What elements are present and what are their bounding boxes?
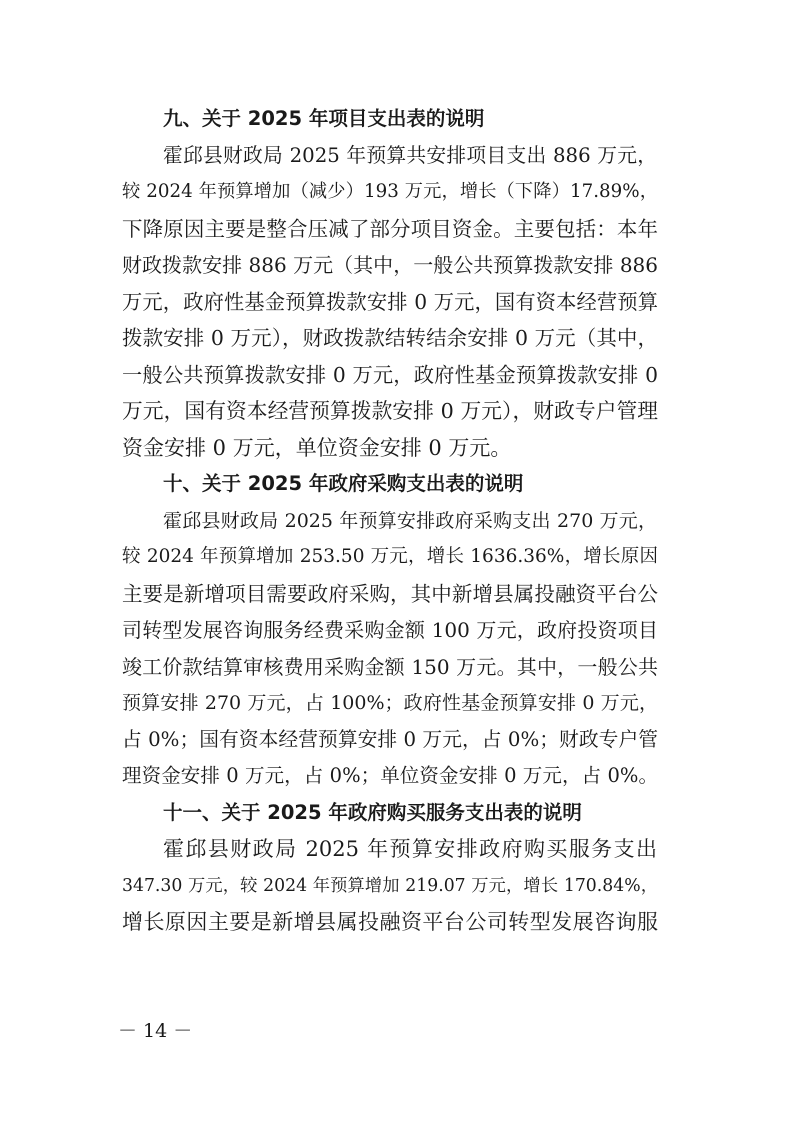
paragraph-line: 主要是新增项目需要政府采购，其中新增县属投融资平台公 [122,581,658,606]
paragraph-line: 理资金安排 0 万元，占 0%；单位资金安排 0 万元，占 0%。 [122,764,658,787]
paragraph-line: 万元，国有资本经营预算拨款安排 0 万元），财政专户管理 [122,399,658,423]
paragraph-line: 霍邱县财政局 2025 年预算安排政府采购支出 270 万元， [163,509,657,532]
paragraph-line: 占 0%；国有资本经营预算安排 0 万元，占 0%；财政专户管 [122,727,658,751]
paragraph-line: 资金安排 0 万元，单位资金安排 0 万元。 [122,435,512,460]
section-heading: 十一、关于 2025 年政府购买服务支出表的说明 [163,800,582,824]
paragraph-line: 增长原因主要是新增县属投融资平台公司转型发展咨询服 [122,910,658,934]
paragraph-line: 万元，政府性基金预算拨款安排 0 万元，国有资本经营预算 [122,289,658,314]
paragraph-line: 一般公共预算拨款安排 0 万元，政府性基金预算拨款安排 0 [122,362,658,387]
paragraph-line: 霍邱县财政局 2025 年预算共安排项目支出 886 万元， [163,143,657,167]
section-heading: 九、关于 2025 年项目支出表的说明 [163,107,485,130]
paragraph-line: 财政拨款安排 886 万元（其中，一般公共预算拨款安排 886 [122,253,658,277]
section-heading: 十、关于 2025 年政府采购支出表的说明 [163,472,524,495]
paragraph-line: 下降原因主要是整合压减了部分项目资金。主要包括：本年 [122,216,658,241]
paragraph-line: 预算安排 270 万元，占 100%；政府性基金预算安排 0 万元， [122,692,658,714]
paragraph-line: 拨款安排 0 万元），财政拨款结转结余安排 0 万元（其中， [122,326,658,350]
paragraph-line: 司转型发展咨询服务经费采购金额 100 万元，政府投资项目 [122,618,658,642]
paragraph-line: 347.30 万元，较 2024 年预算增加 219.07 万元，增长 170.84%， [122,875,658,896]
paragraph-line: 较 2024 年预算增加（减少）193 万元，增长（下降）17.89%， [122,181,658,202]
page-number: － 14 － [118,1020,193,1042]
paragraph-line: 霍邱县财政局 2025 年预算安排政府购买服务支出 [163,837,657,861]
paragraph-line: 较 2024 年预算增加 253.50 万元，增长 1636.36%，增长原因 [122,546,658,567]
paragraph-line: 竣工价款结算审核费用采购金额 150 万元。其中，一般公共 [122,654,658,679]
